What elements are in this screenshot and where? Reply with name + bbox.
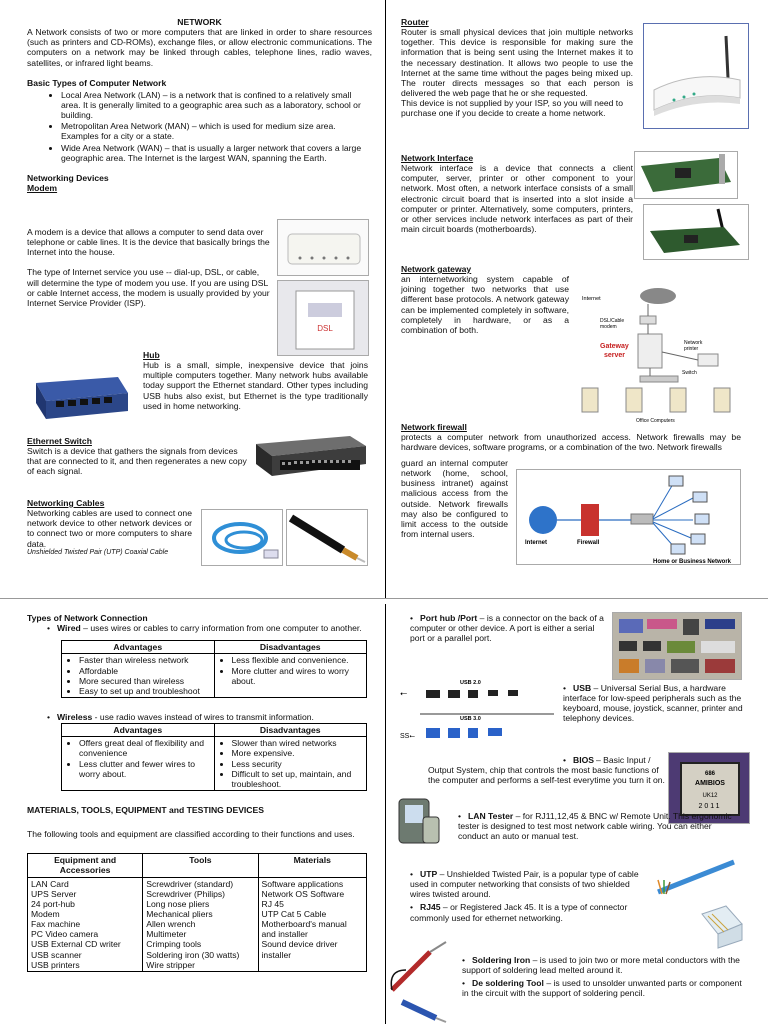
router-illustration [644, 24, 749, 129]
rj45-label: RJ45 [420, 902, 441, 913]
computer-icon [671, 544, 685, 554]
utp-text: – Unshielded Twisted Pair, is a popular type of cable used in computer networking that consists of two shielded wires twisted around. [410, 869, 639, 900]
table-cell-line: installer [261, 949, 292, 960]
table-body-row [28, 877, 367, 971]
wireless-table-wrap [61, 723, 367, 791]
globe-icon [529, 506, 557, 534]
soldering-iron-illustration [386, 940, 454, 996]
gateway-internet-label: Internet [582, 296, 601, 302]
utp-cable-wire-image [654, 858, 740, 898]
mte-heading: MATERIALS, TOOLS, EQUIPMENT and TESTING DEVICES [27, 804, 264, 815]
soldering-line [462, 955, 744, 975]
table-cell-line: Wire stripper [146, 959, 195, 970]
firewall-internet-label: Internet [525, 540, 548, 546]
lan-tester-block [458, 811, 738, 841]
cables-text: Networking cables are used to connect one network device to other network devices or to connect two or more computers to share data. [27, 508, 192, 549]
gateway-printer-label: Network [684, 340, 703, 346]
list-item: • Less security [232, 759, 364, 769]
devices-heading: Networking Devices [27, 172, 109, 183]
bullet-icon: • [563, 683, 567, 693]
office-computer-icon [582, 388, 598, 412]
rj45-line [410, 902, 642, 922]
coaxial-cable-illustration [287, 510, 368, 566]
printer-icon [698, 354, 718, 366]
table-cell-line: 24 port-hub [31, 898, 75, 909]
bios-chip-line: 2011 [698, 803, 722, 810]
desoldering-text: – is used to unsolder unwanted parts or component in the circuit with the support of soldering pencil. [462, 978, 742, 999]
interface-heading: Network Interface [401, 153, 474, 163]
gateway-switch-label: Switch [682, 370, 697, 376]
firewall-diagram [516, 469, 741, 565]
table-header: Advantages [62, 641, 215, 654]
mte-text: The following tools and equipment are classified according to their functions and uses. [27, 829, 355, 840]
svg-text:DSL: DSL [317, 324, 333, 333]
computer-icon [691, 534, 705, 544]
table-cell-line: USB scanner [31, 949, 82, 960]
usb-block [563, 683, 743, 724]
usb3-symbol-icon: SS⭠ [400, 733, 415, 740]
list-item: • More clutter and wires to worry about. [232, 666, 364, 686]
list-item: • Faster than wireless network [79, 655, 211, 665]
wired-text: – uses wires or cables to carry information from one computer to another. [80, 623, 362, 634]
bullet-icon: • [458, 811, 462, 821]
usb-diagram [398, 678, 556, 754]
table-cell-line: UPS Server [31, 888, 77, 899]
page-divider [0, 598, 768, 599]
lan-tester-line [458, 811, 738, 841]
switch-image [254, 430, 368, 482]
table-header: Tools [143, 854, 258, 877]
wired-line [27, 623, 367, 633]
table-cell-line: Network OS Software [261, 888, 345, 899]
firewall-block [401, 422, 741, 452]
soldering-block [462, 955, 744, 999]
list-item: • Wide Area Network (WAN) – that is usually a larger network that covers a large geographic area. The Internet is the largest WAN, spanning the Earth. [61, 143, 372, 163]
port-block [410, 613, 610, 643]
table-cell-line: Motherboard's manual [261, 919, 347, 930]
list-item: • Affordable [79, 666, 211, 676]
modem-paragraph-1: A modem is a device that allows a computer to send data over telephone or cable lines. It is the device that basically brings the Internet into the house. [27, 227, 270, 258]
modem-icon [640, 316, 656, 324]
basic-types-list [27, 90, 372, 163]
firewall-heading: Network firewall [401, 422, 467, 432]
table-cell-line: USB printers [31, 959, 80, 970]
table-cell-line: Screwdriver (standard) [146, 878, 234, 889]
hub-text: Hub is a small, simple, inexpensive device that joins multiple computers together. Many network hubs available today support the Ethernet standard. Other types including USB hubs also exist, but Ethernet is the type traditionally used in home networking. [143, 360, 368, 411]
usb-label: USB [573, 683, 592, 693]
wired-label: Wired [57, 623, 81, 634]
mte-table-wrap [27, 853, 367, 972]
list-item: • Easy to set up and troubleshoot [79, 686, 211, 696]
bios-block [428, 755, 666, 785]
soldering-iron-image [386, 940, 454, 996]
modem-image [277, 219, 369, 276]
modem-heading: Modem [27, 182, 58, 193]
connection-types-heading: Types of Network Connection [27, 613, 148, 623]
modem-paragraph-2: The type of Internet service you use -- dial-up, DSL, or cable, will determine the type of modem you use. If you are using DSL or cable Internet access, the modem is usually provided by your Internet Service Provider (ISP). [27, 267, 270, 308]
bullet-icon: • [410, 902, 414, 913]
modem-text-block [27, 227, 272, 308]
bios-label: BIOS [573, 755, 595, 765]
table-cell-line: Multimeter [146, 929, 187, 940]
cables-block [27, 498, 192, 557]
router-icon [631, 514, 653, 524]
router-heading: Router [401, 17, 429, 27]
lan-tester-illustration [395, 793, 445, 849]
server-icon [638, 334, 662, 368]
switch-illustration [254, 430, 368, 482]
utp-line [410, 869, 642, 899]
left-bottom-column [27, 613, 367, 972]
table-cell-line: Software applications [261, 878, 344, 889]
firewall-label: Firewall [577, 540, 600, 546]
utp-label: UTP [420, 869, 438, 879]
left-top-column [27, 17, 372, 193]
tools-cell [143, 877, 258, 971]
switch-heading: Ethernet Switch [27, 436, 92, 446]
wireless-nic-image [643, 204, 749, 260]
wireless-text: - use radio waves instead of wires to transmit information. [92, 711, 314, 722]
table-cell-line: Allen wrench [146, 919, 196, 930]
table-cell-line: PC Video camera [31, 929, 99, 940]
list-item: • Less flexible and convenience. [232, 655, 364, 665]
bios-chip-line: 686 [704, 771, 716, 777]
switch-icon [640, 376, 678, 382]
hub-illustration [32, 363, 130, 427]
network-intro: A Network consists of two or more computers that are linked in order to share resources (such as printers and CD-ROMs), exchange files, or allow electronic communications. The computers on a network may be linked through cables, telephone lines, radio waves, satellites, or infrared light beams. [27, 27, 372, 68]
usb-diagram-illustration [398, 678, 556, 754]
gateway-diagram-illustration [578, 282, 742, 426]
table-cell-line: Screwdriver (Philips) [146, 888, 226, 899]
ports-image [612, 612, 742, 680]
desoldering-line [462, 978, 744, 998]
dsl-modem-image [277, 280, 369, 356]
firewall-diagram-illustration [517, 470, 741, 565]
port-text: – is a connector on the back of a computer or other device. A port is either a serial port or a parallel port. [410, 613, 604, 644]
bullet-icon: • [47, 711, 51, 722]
column-divider-top [385, 0, 386, 598]
basic-types-heading: Basic Types of Computer Network [27, 77, 167, 88]
gateway-server-label-2: server [604, 352, 626, 359]
router-block [401, 17, 633, 118]
advantages-cell [62, 737, 215, 791]
switch-block [27, 436, 249, 477]
wireless-nic-illustration [644, 205, 749, 260]
cloud-icon [640, 288, 676, 304]
bullet-icon: • [462, 978, 466, 989]
utp-cable-image [201, 509, 283, 566]
modem-illustration [278, 220, 369, 276]
gateway-block [401, 264, 569, 335]
bios-text: – Basic Input / Output System, chip that controls the most basic functions of the computer and performs a self-test everytime you turn it on. [428, 755, 665, 786]
gateway-text: an internetworking system capable of joining together two networks that use different base protocols. A network gateway can be implemented completely in software, completely in hardware, or as a combination of both. [401, 274, 569, 335]
table-cell-line: Sound device driver [261, 939, 338, 950]
gateway-printer-label-2: printer [684, 346, 699, 352]
table-cell-line: RJ 45 [261, 898, 284, 909]
wired-table-wrap [61, 640, 367, 698]
cables-caption: Unshielded Twisted Pair (UTP) Coaxial Cable [27, 548, 169, 556]
list-item: • More expensive. [232, 748, 364, 758]
desoldering-label: De soldering Tool [472, 978, 544, 989]
gateway-modem-label-2: modem [600, 324, 617, 330]
interface-text: Network interface is a device that connects a client computer, server, printer or other component to your network. Most often, a network interface consists of a small electronic circuit board that is inserted into a slot inside a computer or printer. Alternatively, some computers, printers, or other services include network interfaces as part of their main circuit boards (motherboards). [401, 163, 633, 234]
router-image [643, 23, 749, 129]
lan-tester-label: LAN Tester [468, 811, 514, 821]
bullet-icon: • [47, 623, 51, 634]
office-computer-icon [670, 388, 686, 412]
gateway-server-label: Gateway [600, 343, 629, 350]
office-computer-icon [714, 388, 730, 412]
firewall-icon [581, 504, 599, 536]
table-cell-line: Modem [31, 908, 60, 919]
bios-chip-line: UK12 [702, 793, 718, 799]
ports-illustration [613, 613, 742, 680]
bullet-icon: • [462, 955, 466, 965]
router-text-2: This device is not supplied by your ISP, so you will need to purchase one if you decide to create a home network. [401, 98, 623, 119]
wired-table [61, 640, 367, 698]
gateway-offices-label: Office Computers [636, 418, 675, 424]
soldering-label: Soldering Iron [472, 955, 531, 965]
nic-image [634, 151, 738, 199]
rj45-connector-illustration [696, 900, 748, 950]
advantages-cell [62, 654, 215, 698]
mte-table [27, 853, 367, 972]
rj45-text: – or Registered Jack 45. It is a type of connector commonly used for ethernet networking. [410, 902, 628, 923]
switch-text: Switch is a device that gathers the signals from devices that are connected to it, and then regenerates a new copy of each signal. [27, 446, 247, 477]
firewall-text-block-2 [401, 458, 508, 539]
table-cell-line: Soldering iron (30 watts) [146, 949, 240, 960]
utp-wire-illustration [654, 858, 740, 898]
gateway-heading: Network gateway [401, 264, 472, 274]
bullet-icon: • [410, 613, 414, 623]
table-header: Advantages [62, 724, 215, 737]
port-label: Port hub /Port [420, 613, 478, 623]
bullet-icon: • [410, 869, 414, 879]
firewall-text-2: guard an internal computer network (home, school, business intranet) against malicious access from the outside. Network firewalls may also be configured to limit access to the outside from internal users. [401, 458, 508, 539]
hub-block [143, 350, 368, 411]
table-cell-line: Fax machine [31, 919, 81, 930]
usb-line [563, 683, 743, 724]
utp-cable-illustration [202, 510, 283, 566]
lan-tester-text: – for RJ11,12,45 & BNC w/ Remote Unit. This ergonomic tester is designed to test most network cable wiring. You can either conduct an auto or manual test. [458, 811, 732, 842]
dsl-modem-illustration [278, 281, 369, 356]
nic-card-illustration [635, 152, 738, 199]
hub-image [32, 363, 130, 427]
rj45-image [696, 900, 748, 950]
computer-icon [669, 476, 683, 486]
list-item: • Metropolitan Area Network (MAN) – which is used for medium size area. Examples for a city or a state. [61, 121, 372, 141]
table-cell-line: UTP Cat 5 Cable [261, 908, 327, 919]
desoldering-tool-illustration [396, 996, 450, 1024]
list-item: • Offers great deal of flexibility and convenience [79, 738, 211, 758]
port-line [410, 613, 610, 643]
table-header: Materials [258, 854, 367, 877]
router-text: Router is small physical devices that join multiple networks together. This device is responsible for making sure the information that is being sent using the Internet makes it to the necessary destination. It allows two people to use the Internet at the same time without the pages being mixed up. The router directs messages so that each person is delivered the web page that he or she requested. [401, 27, 633, 98]
cables-heading: Networking Cables [27, 498, 105, 508]
page-title: NETWORK [177, 17, 222, 27]
list-item: • Slower than wired networks [232, 738, 364, 748]
usb-symbol-icon: ⭠ [400, 688, 408, 698]
wireless-label: Wireless [57, 711, 93, 722]
usb-text: – Universal Serial Bus, a hardware interface for low-speed peripherals such as the keyboard, mouse, joystick, scanner, printer and telephony devices. [563, 683, 743, 724]
interface-block [401, 153, 633, 234]
table-cell-line: Mechanical pliers [146, 908, 213, 919]
equipment-cell [28, 877, 143, 971]
office-computer-icon [626, 388, 642, 412]
table-header: Equipment and Accessories [28, 854, 143, 877]
bios-chip-line: AMIBIOS [695, 780, 725, 787]
computer-icon [695, 514, 709, 524]
table-cell-line: USB External CD writer [31, 939, 121, 950]
utp-rj45-block [410, 869, 642, 923]
hub-heading: Hub [143, 350, 160, 360]
wireless-table [61, 723, 367, 791]
firewall-text-1: protects a computer network from unauthorized access. Network firewalls may be hardware devices, software programs, or a combination of the two. Network firewalls [401, 432, 741, 453]
wireless-line [27, 712, 367, 722]
table-cell-line: Long nose pliers [146, 898, 210, 909]
bullet-icon: • [563, 755, 567, 765]
computer-icon [693, 492, 707, 502]
table-header: Disadvantages [214, 724, 367, 737]
gateway-modem-label: DSL/Cable [600, 318, 625, 324]
lan-tester-image [395, 793, 445, 849]
disadvantages-cell [214, 654, 367, 698]
gateway-diagram [578, 282, 742, 426]
list-item: • Less clutter and fewer wires to worry about. [79, 759, 211, 779]
soldering-text: – is used to join two or more metal conductors with the support of soldering lead melted around it. [462, 955, 740, 976]
table-cell-line: Crimping tools [146, 939, 202, 950]
disadvantages-cell [214, 737, 367, 791]
list-item: • Difficult to set up, maintain, and troubleshoot. [232, 769, 364, 789]
materials-cell [258, 877, 367, 971]
usb2-label: USB 2.0 [460, 680, 481, 686]
usb3-label: USB 3.0 [460, 716, 481, 722]
table-cell-line: LAN Card [31, 878, 69, 889]
coaxial-cable-image [286, 509, 368, 566]
table-header: Disadvantages [214, 641, 367, 654]
list-item: • Local Area Network (LAN) – is a network that is confined to a relatively small area. It is generally limited to a geographic area such as a laboratory, school or building. [61, 90, 372, 120]
list-item: • More secured than wireless [79, 676, 211, 686]
desoldering-tool-image [396, 996, 450, 1024]
table-cell-line: and installer [261, 929, 308, 940]
firewall-home-label: Home or Business Network [653, 559, 732, 565]
